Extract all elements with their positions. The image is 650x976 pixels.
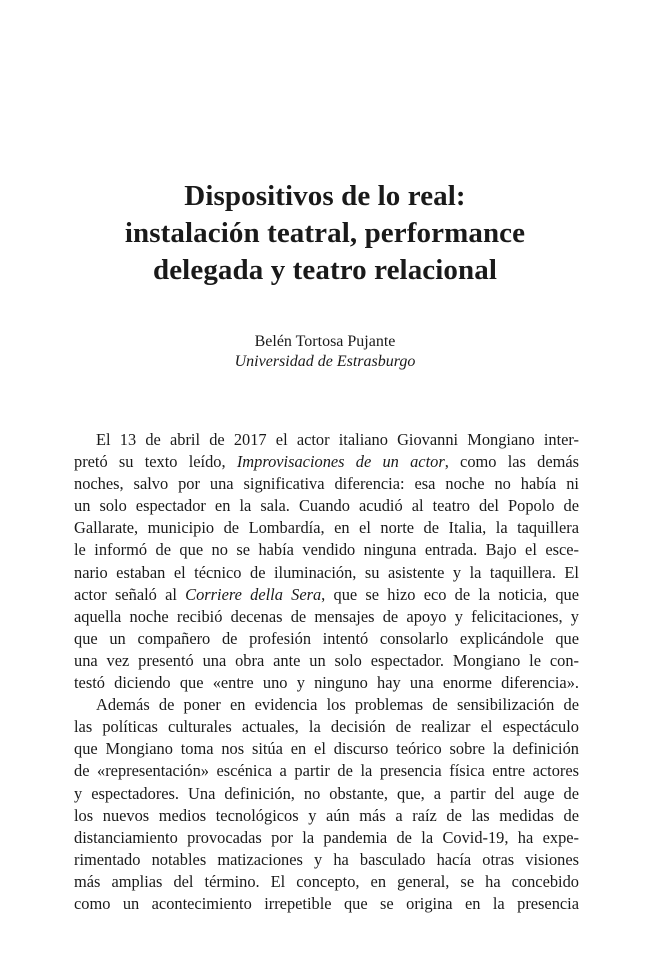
text-run: Además de poner en evidencia los problemas de sensibilización de: [96, 695, 579, 715]
text-line: [74, 893, 579, 915]
text-run: noches, salvo por una significativa diferencia: esa noche no había ni: [74, 474, 579, 494]
author-affiliation: Universidad de Estrasburgo: [234, 353, 416, 370]
text-run: una vez presentó una obra ante un solo espectador. Mongiano le con-: [74, 650, 579, 670]
paragraph-1: [74, 429, 579, 694]
text-run: pretó su texto leído,: [74, 452, 237, 472]
text-line: [74, 871, 579, 893]
text-line: [74, 451, 579, 473]
italic-title: Corriere della Sera: [185, 584, 322, 604]
italic-title: Improvisaciones de un actor: [236, 452, 445, 472]
author-block: [0, 332, 650, 372]
text-line: [74, 783, 579, 805]
text-line: [74, 606, 579, 628]
text-run: que un compañero de profesión intentó consolarlo explicándole que: [74, 628, 579, 648]
text-run: Gallarate, municipio de Lombardía, en el norte de Italia, la taquillera: [74, 518, 579, 538]
text-line: [74, 495, 579, 517]
text-line: [74, 628, 579, 650]
text-run: , como las demás: [444, 452, 580, 472]
text-run: testó diciendo que «entre uno y ninguno hay una enorme diferencia».: [74, 673, 579, 693]
text-run: aquella noche recibió decenas de mensajes de apoyo y felicitaciones, y: [74, 606, 579, 626]
text-run: nario estaban el técnico de iluminación, su asistente y la taquillera. El: [74, 562, 579, 582]
text-run: las políticas culturales actuales, la decisión de realizar el espectáculo: [74, 717, 579, 737]
body-text: [74, 429, 579, 915]
text-run: , que se hizo eco de la noticia, que: [321, 584, 579, 604]
text-run: y espectadores. Una definición, no obstante, que, a partir del auge de: [74, 783, 579, 803]
text-line: [74, 694, 579, 716]
text-run: le informó de que no se había vendido ninguna entrada. Bajo el esce-: [74, 540, 579, 560]
text-line: [74, 562, 579, 584]
text-line: [74, 827, 579, 849]
text-line: [74, 517, 579, 539]
title-line: instalación teatral, performance: [124, 217, 526, 249]
chapter-title: [0, 178, 650, 289]
title-line: Dispositivos de lo real:: [184, 180, 466, 212]
text-run: que Mongiano toma nos sitúa en el discurso teórico sobre la definición: [74, 739, 579, 759]
text-run: los nuevos medios tecnológicos y aún más a raíz de las medidas de: [74, 805, 579, 825]
text-run: actor señaló al: [74, 584, 186, 604]
title-line: delegada y teatro relacional: [152, 254, 498, 286]
text-line: [74, 650, 579, 672]
text-run: El 13 de abril de 2017 el actor italiano Giovanni Mongiano inter-: [96, 430, 579, 449]
text-run: más amplias del término. El concepto, en general, se ha concebido: [74, 871, 579, 891]
text-run: de «representación» escénica a partir de la presencia física entre actores: [74, 761, 579, 781]
paragraph-2: [74, 694, 579, 915]
author-name: Belén Tortosa Pujante: [254, 333, 396, 350]
text-line: [74, 584, 579, 606]
text-line: [74, 716, 579, 738]
text-run: un solo espectador en la sala. Cuando acudió al teatro del Popolo de: [74, 496, 579, 516]
text-run: rimentado notables matizaciones y ha basculado hacía otras visiones: [74, 849, 579, 869]
text-line: [74, 429, 579, 451]
text-line: [74, 849, 579, 871]
text-line: [74, 473, 579, 495]
text-line: [74, 672, 579, 694]
text-line: [74, 805, 579, 827]
text-run: como un acontecimiento irrepetible que se origina en la presencia: [74, 893, 579, 913]
text-line: [74, 539, 579, 561]
text-line: [74, 738, 579, 760]
text-run: distanciamiento provocadas por la pandemia de la Covid-19, ha expe-: [74, 827, 579, 847]
text-line: [74, 760, 579, 782]
